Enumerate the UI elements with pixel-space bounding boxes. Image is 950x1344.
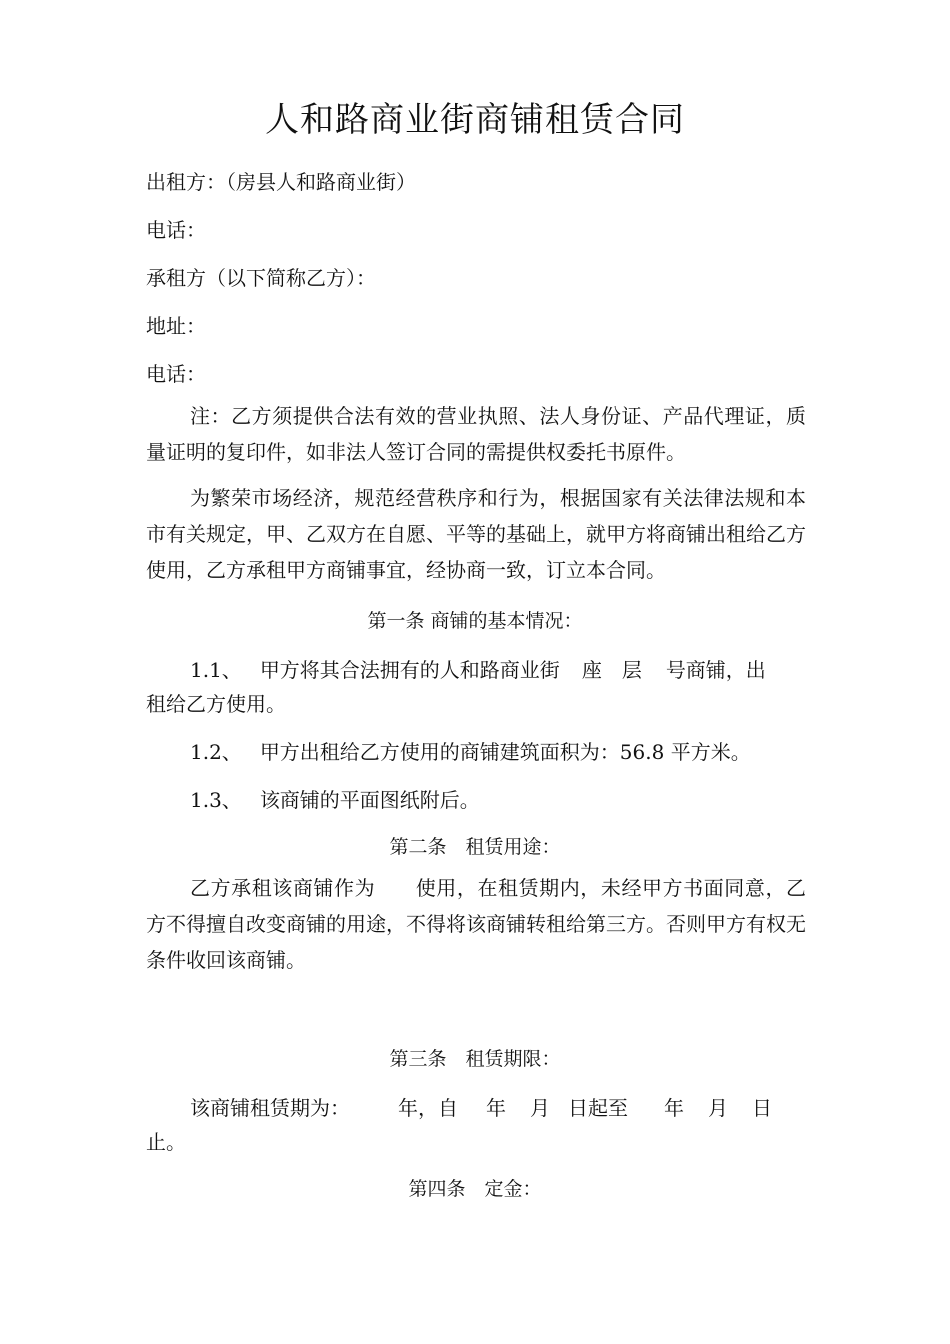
end-month: 月	[708, 1096, 728, 1120]
item-3-text: 该商铺的平面图纸附后。	[259, 788, 480, 812]
article-1-item-1-continued: 租给乙方使用。	[146, 692, 286, 716]
item-1-number: 1.1、	[190, 658, 242, 682]
article-2-text-a: 乙方承租该商铺作为	[190, 876, 376, 900]
term-years: 年，自	[398, 1096, 458, 1120]
article-3-term-line	[190, 1092, 772, 1121]
item-2-number: 1.2、	[190, 740, 242, 764]
end-day: 日	[752, 1096, 772, 1120]
lessor-line: 出租方：（房县人和路商业街）	[146, 170, 416, 194]
article-2-paragraph	[146, 870, 806, 978]
start-year: 年	[486, 1096, 506, 1120]
article-1-item-2	[190, 736, 751, 765]
item-1-text-d: 号商铺，出	[665, 658, 766, 682]
lessor-phone-line: 电话：	[146, 218, 206, 242]
lessee-line: 承租方（以下简称乙方）：	[146, 266, 376, 290]
end-year: 年	[664, 1096, 684, 1120]
lessee-address-line: 地址：	[146, 314, 206, 338]
start-month: 月	[530, 1096, 550, 1120]
lessee-phone-line: 电话：	[146, 362, 206, 386]
item-1-building-label: 座	[581, 658, 602, 682]
term-label: 该商铺租赁期为：	[190, 1096, 350, 1120]
item-1-floor-label: 层	[621, 658, 642, 682]
document-title: 人和路商业街商铺租赁合同	[265, 100, 685, 140]
item-1-text-a: 甲方将其合法拥有的人和路商业街	[259, 658, 560, 682]
note-paragraph: 注：乙方须提供合法有效的营业执照、法人身份证、产品代理证，质量证明的复印件，如非法人签订合同的需提供权委托书原件。	[146, 404, 806, 464]
article-2-heading: 第二条 租赁用途：	[389, 836, 561, 858]
article-1-heading: 第一条 商铺的基本情况：	[367, 610, 583, 632]
article-3-heading: 第三条 租赁期限：	[389, 1048, 561, 1070]
article-3-term-continued: 止。	[146, 1130, 186, 1154]
item-2-text: 甲方出租给乙方使用的商铺建筑面积为：56.8 平方米。	[259, 740, 751, 764]
preamble-paragraph: 为繁荣市场经济，规范经营秩序和行为，根据国家有关法律法规和本市有关规定，甲、乙双方在自愿、平等的基础上，就甲方将商铺出租给乙方使用，乙方承租甲方商铺事宜，经协商一致，订立本合同。	[146, 486, 806, 582]
start-day-to: 日起至	[568, 1096, 628, 1120]
article-2-text-b: 使用，在租赁期内，未经甲方书面同意，乙方不得擅自改变商铺的用途，不得将该商铺转租给第三方。否则甲方有权无条件收回该商铺。	[146, 876, 807, 972]
item-3-number: 1.3、	[190, 788, 242, 812]
article-4-heading: 第四条 定金：	[408, 1178, 542, 1200]
article-1-item-1	[190, 654, 766, 683]
article-1-item-3	[190, 784, 480, 813]
